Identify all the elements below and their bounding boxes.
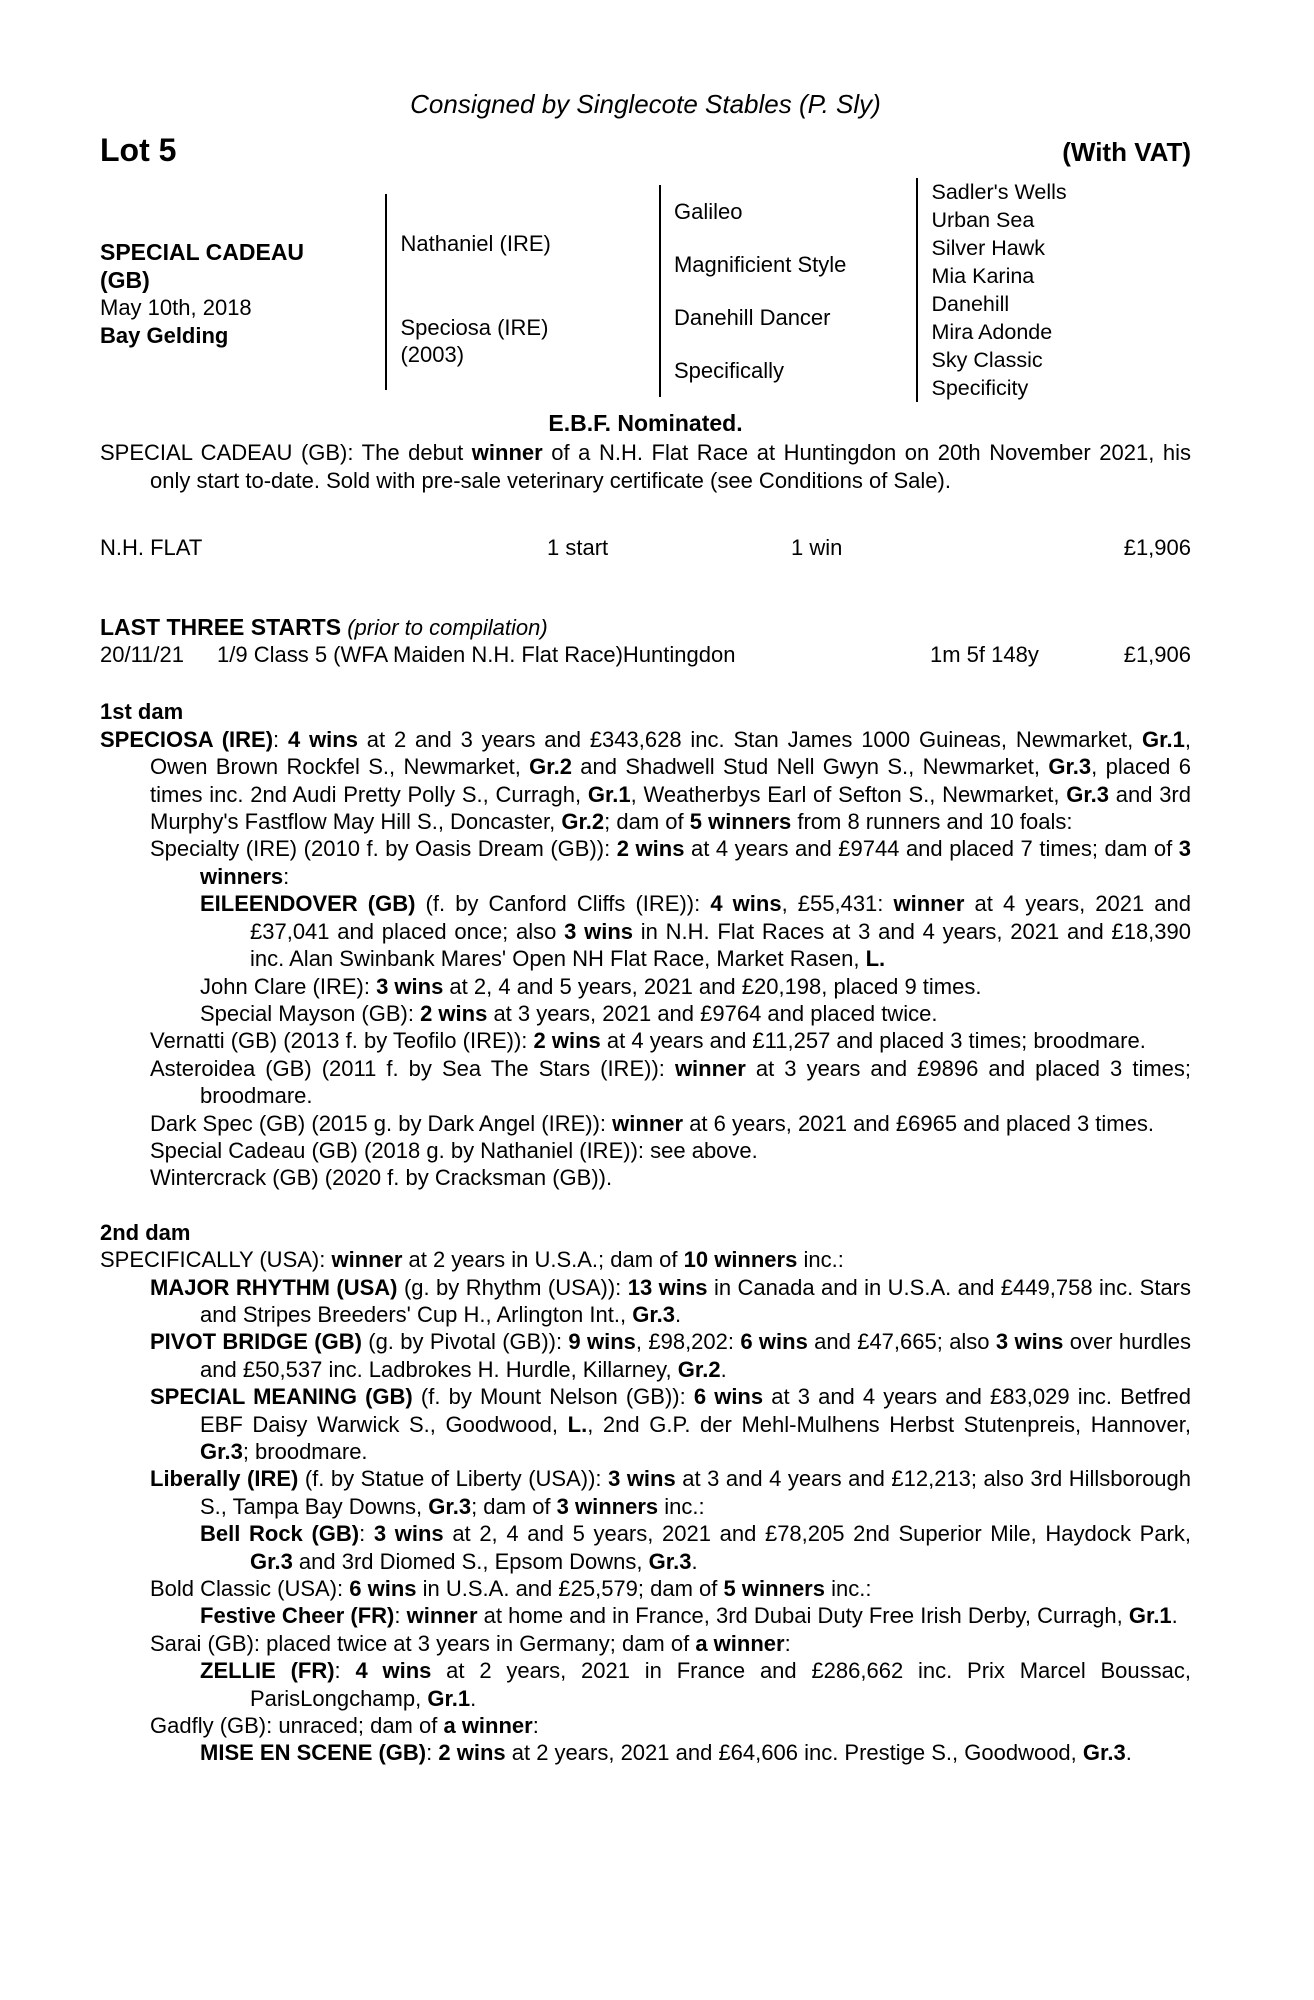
text-run: winner <box>331 1247 403 1273</box>
pedigree-paragraph <box>100 1739 1191 1766</box>
text-run: Bell Rock (GB) <box>200 1521 360 1547</box>
text-run: , placed 6 times inc. 2nd Audi Pretty Polly S., Curragh, <box>150 754 1191 807</box>
text-run: at 4 years, 2021 and £37,041 and placed once; also <box>250 891 1192 944</box>
text-run: at 2 years, 2021 in France and £286,662 inc. Prix Marcel Boussac, ParisLongchamp, <box>250 1658 1191 1711</box>
lot-number: Lot 5 <box>100 132 177 168</box>
grandparent-name: Danehill Dancer <box>673 304 831 330</box>
text-run: 4 wins <box>710 891 782 917</box>
dam-section <box>100 1219 1191 1767</box>
text-run: . <box>1125 1740 1132 1766</box>
grandparent-name: Galileo <box>673 198 743 224</box>
text-run: Specialty (IRE) (2010 f. by Oasis Dream (GB)): <box>150 836 617 862</box>
text-run: and 3rd Murphy's Fastflow May Hill S., Doncaster, <box>150 781 1191 835</box>
text-run: 3 winners <box>556 1493 659 1519</box>
text-run: Gr.3 <box>1082 1740 1126 1766</box>
text-run: : <box>394 1603 407 1629</box>
text-run: at 3 years and £9896 and placed 3 times; broodmare. <box>200 1055 1191 1109</box>
last-starts-heading <box>100 614 1191 641</box>
great-grandparent-name: Sky Classic <box>931 348 1043 372</box>
text-run: 6 wins <box>740 1329 808 1355</box>
text-run: SPECIOSA (IRE) <box>100 726 274 752</box>
text-run: , £55,431: <box>781 891 894 917</box>
text-run: , 2nd G.P. der Mehl-Mulhens Herbst Stutenpreis, Hannover, <box>587 1411 1191 1437</box>
pedigree-paragraph <box>100 1246 1191 1273</box>
text-run: EILEENDOVER (GB) <box>200 891 416 917</box>
dam-heading: 1st dam <box>100 699 184 725</box>
pedigree-paragraph <box>100 1055 1191 1110</box>
text-run: a winner <box>443 1713 533 1739</box>
text-run: Gr.2 <box>529 754 572 780</box>
dam-heading: 2nd dam <box>100 1219 191 1245</box>
pedigree-paragraph <box>100 1383 1191 1465</box>
text-run: Special Cadeau (GB) (2018 g. by Nathaniel (IRE)): see above. <box>150 1137 758 1163</box>
text-run: Gr.3 <box>200 1439 243 1464</box>
text-run: Gr.2 <box>561 809 605 835</box>
text-run: and £47,665; also <box>807 1329 996 1355</box>
pedigree-paragraph <box>100 1137 1191 1164</box>
text-run: ; dam of <box>471 1493 557 1519</box>
text-run: at 3 years, 2021 and £9764 and placed twice. <box>487 1000 938 1026</box>
text-run: (g. by Rhythm (USA)): <box>397 1274 628 1300</box>
text-run: Wintercrack (GB) (2020 f. by Cracksman (GB)). <box>150 1165 613 1191</box>
ebf-note: E.B.F. Nominated. <box>548 410 743 436</box>
grandparents-col <box>659 185 916 397</box>
text-run: at 4 years and £9744 and placed 7 times; dam of <box>684 836 1179 862</box>
text-run: : <box>273 726 288 752</box>
text-run: (g. by Pivotal (GB)): <box>361 1329 569 1355</box>
text-run: 4 wins <box>288 726 358 752</box>
text-run: . <box>691 1548 698 1574</box>
text-run: at 2 years, 2021 and £64,606 inc. Prestige S., Goodwood, <box>505 1740 1083 1766</box>
great-grandparent-name: Mia Karina <box>931 264 1035 288</box>
text-run: Gr.3 <box>648 1548 692 1574</box>
text-run: winner <box>674 1055 746 1081</box>
text-run: 5 winners <box>723 1576 825 1602</box>
parents-column <box>385 194 659 390</box>
dam-section <box>100 698 1191 1191</box>
text-run: Dark Spec (GB) (2015 g. by Dark Angel (IRE)): <box>150 1110 613 1136</box>
text-run: at 6 years, 2021 and £6965 and placed 3 times. <box>683 1110 1154 1136</box>
text-run: 13 wins <box>627 1274 708 1300</box>
text-run: : <box>426 1740 439 1766</box>
text-run: at home and in France, 3rd Dubai Duty Free Irish Derby, Curragh, <box>477 1603 1129 1629</box>
text-run: 2 wins <box>616 836 685 862</box>
great-grandparent-name: Silver Hawk <box>931 236 1045 260</box>
text-run: Gr.3 <box>1048 754 1092 780</box>
dam-cell <box>387 292 659 390</box>
text-run: 2 wins <box>533 1028 601 1054</box>
great-grandparent-name: Specificity <box>931 376 1029 400</box>
text-run: 3 wins <box>376 973 444 999</box>
text-run: 6 wins <box>349 1576 417 1602</box>
text-run: of a N.H. Flat Race at Huntingdon on 20th November 2021, his only start to-date. Sold with pre-sale veterinary certificate (see Conditions of Sale). <box>150 440 1191 493</box>
text-run: , Weatherbys Earl of Sefton S., Newmarket, <box>630 781 1067 807</box>
text-run: Gr.3 <box>428 1493 472 1519</box>
text-run: at 2 years in U.S.A.; dam of <box>402 1247 684 1273</box>
text-run: 10 winners <box>683 1247 798 1273</box>
text-run: at 3 and 4 years and £83,029 inc. Betfred EBF Daisy Warwick S., Goodwood, <box>200 1384 1192 1437</box>
text-run: Gr.1 <box>427 1685 471 1711</box>
grandparent-name: Specifically <box>673 357 785 383</box>
horse-name: SPECIAL CADEAU <box>100 239 305 265</box>
pedigree-paragraph <box>100 1328 1191 1383</box>
text-run: . <box>1171 1603 1178 1629</box>
race-earnings: £1,906 <box>1123 535 1191 561</box>
text-run: ZELLIE (FR) <box>200 1658 335 1684</box>
text-run: 5 winners <box>689 809 792 835</box>
sex-colour: Bay Gelding <box>100 323 229 348</box>
text-run: and Shadwell Stud Nell Gwyn S., Newmarket, <box>571 754 1049 780</box>
intro-paragraph <box>100 439 1191 494</box>
race-record-row <box>100 534 1191 561</box>
text-run: , Owen Brown Rockfel S., Newmarket, <box>150 726 1191 780</box>
pedigree-paragraph <box>100 1602 1191 1629</box>
text-run: and 3rd Diomed S., Epsom Downs, <box>292 1548 649 1574</box>
pedigree-paragraph <box>100 973 1191 1000</box>
pedigree-paragraph <box>100 1465 1191 1520</box>
text-run: : <box>532 1713 539 1739</box>
pedigree-table <box>100 178 1191 402</box>
last-starts-row <box>100 641 1191 668</box>
text-run: SPECIAL MEANING (GB) <box>150 1384 413 1410</box>
text-run: from 8 runners and 10 foals: <box>791 809 1073 835</box>
text-run: Sarai (GB): placed twice at 3 years in Germany; dam of <box>150 1630 696 1656</box>
text-run: at 3 and 4 years and £12,213; also 3rd Hillsborough S., Tampa Bay Downs, <box>200 1466 1192 1519</box>
horse-name-suffix: (GB) <box>100 267 150 293</box>
text-run: SPECIFICALLY (USA): <box>100 1247 332 1273</box>
pedigree-paragraph <box>100 1712 1191 1739</box>
text-run: in N.H. Flat Races at 3 and 4 years, 2021 and £18,390 inc. Alan Swinbank Mares' Open NH Flat Race, Market Rasen, <box>250 918 1191 972</box>
pedigree-paragraph <box>100 1575 1191 1602</box>
text-run: Gr.3 <box>250 1548 293 1574</box>
text-run: PIVOT BRIDGE (GB) <box>150 1329 362 1355</box>
race-starts: 1 start <box>547 535 609 561</box>
pedigree-paragraph <box>100 726 1191 836</box>
text-run: winner <box>612 1110 684 1136</box>
text-run: Liberally (IRE) <box>150 1466 299 1492</box>
text-run: 2 wins <box>420 1000 488 1026</box>
text-run: over hurdles and £50,537 inc. Ladbrokes H. Hurdle, Killarney, <box>200 1329 1192 1382</box>
pedigree-paragraph <box>100 1164 1191 1191</box>
dam-year: (2003) <box>400 342 465 367</box>
text-run: (f. by Statue of Liberty (USA)): <box>298 1466 609 1492</box>
text-run: : <box>334 1658 356 1684</box>
text-run: 6 wins <box>693 1384 764 1410</box>
text-run: L. <box>567 1411 588 1437</box>
text-run: MISE EN SCENE (GB) <box>200 1740 427 1766</box>
text-run: Gr.1 <box>1128 1603 1172 1629</box>
pedigree-paragraph <box>100 1657 1191 1712</box>
last-start-detail: 1/9 Class 5 (WFA Maiden N.H. Flat Race)Huntingdon <box>217 642 736 668</box>
dam-sections <box>100 698 1191 1766</box>
text-run: Gr.3 <box>632 1301 676 1327</box>
last-start-prize: £1,906 <box>1123 642 1191 668</box>
text-run: SPECIAL CADEAU (GB): The debut <box>100 440 472 466</box>
last-starts-title: LAST THREE STARTS <box>100 613 342 640</box>
text-run: . <box>470 1685 477 1711</box>
text-run: inc.: <box>658 1493 705 1519</box>
great-grandparent-name: Urban Sea <box>931 208 1035 232</box>
horse-name-block <box>100 178 385 402</box>
pedigree-paragraph <box>100 1274 1191 1329</box>
text-run: winner <box>471 440 543 466</box>
dam-name: Speciosa (IRE) <box>400 315 549 340</box>
pedigree-paragraph <box>100 1000 1191 1027</box>
text-run: inc.: <box>797 1247 844 1273</box>
text-run: at 4 years and £11,257 and placed 3 times; broodmare. <box>600 1028 1146 1054</box>
text-run: 3 winners <box>200 836 1192 889</box>
text-run: Vernatti (GB) (2013 f. by Teofilo (IRE)): <box>150 1028 534 1054</box>
grandparent-name: Magnificient Style <box>673 251 847 277</box>
great-grandparent-name: Sadler's Wells <box>931 180 1067 204</box>
text-run: 3 wins <box>608 1466 676 1492</box>
text-run: 4 wins <box>355 1658 432 1684</box>
vat-badge: (With VAT) <box>1062 137 1191 167</box>
last-start-distance: 1m 5f 148y <box>930 642 1039 668</box>
text-run: ; broodmare. <box>242 1439 368 1464</box>
text-run: Special Mayson (GB): <box>200 1000 421 1026</box>
text-run: , £98,202: <box>635 1329 741 1355</box>
great-grandparent-name: Danehill <box>931 292 1010 316</box>
pedigree-paragraph <box>100 890 1191 972</box>
text-run: : <box>784 1630 791 1656</box>
text-run: inc.: <box>824 1576 872 1602</box>
consignor-line: Consigned by Singlecote Stables (P. Sly) <box>410 89 881 119</box>
pedigree-paragraph <box>100 1630 1191 1657</box>
text-run: Gr.1 <box>1142 726 1185 752</box>
text-run: MAJOR RHYTHM (USA) <box>150 1274 398 1300</box>
text-run: Gr.2 <box>677 1356 721 1382</box>
text-run: John Clare (IRE): <box>200 973 377 999</box>
text-run: a winner <box>695 1630 785 1656</box>
text-run: . <box>720 1356 727 1382</box>
sire-name: Nathaniel (IRE) <box>400 230 551 256</box>
text-run: Festive Cheer (FR) <box>200 1603 395 1629</box>
text-run: 2 wins <box>438 1740 506 1766</box>
race-discipline: N.H. FLAT <box>100 535 203 561</box>
text-run: Gr.3 <box>1066 781 1110 807</box>
race-wins: 1 win <box>791 535 843 561</box>
text-run: at 2 and 3 years and £343,628 inc. Stan James 1000 Guineas, Newmarket, <box>357 726 1143 752</box>
foal-date: May 10th, 2018 <box>100 295 252 320</box>
last-start-date: 20/11/21 <box>100 642 185 668</box>
text-run: 3 wins <box>373 1521 444 1547</box>
pedigree-paragraph <box>100 1110 1191 1137</box>
pedigree-paragraph <box>100 835 1191 890</box>
text-run: Asteroidea (GB) (2011 f. by Sea The Stars (IRE)): <box>150 1055 675 1081</box>
text-run: Gadfly (GB): unraced; dam of <box>150 1713 444 1739</box>
text-run: winner <box>406 1603 478 1629</box>
text-run: . <box>675 1301 682 1327</box>
text-run: (f. by Mount Nelson (GB)): <box>412 1384 694 1410</box>
last-starts-note: (prior to compilation) <box>341 614 548 640</box>
great-grandparents-col <box>916 178 1192 402</box>
text-run: at 2, 4 and 5 years, 2021 and £20,198, placed 9 times. <box>443 973 982 999</box>
text-run: 3 wins <box>995 1329 1064 1355</box>
lot-row <box>100 132 1191 168</box>
text-run: L. <box>865 946 886 972</box>
text-run: in Canada and in U.S.A. and £449,758 inc. Stars and Stripes Breeders' Cup H., Arlington Int., <box>200 1274 1192 1327</box>
text-run: Gr.1 <box>587 781 631 807</box>
text-run: Bold Classic (USA): <box>150 1576 350 1602</box>
pedigree-paragraph <box>100 1520 1191 1575</box>
text-run: 9 wins <box>568 1329 636 1355</box>
text-run: : <box>283 863 290 889</box>
text-run: winner <box>893 891 965 917</box>
sire-cell <box>387 194 659 292</box>
text-run: : <box>359 1521 374 1547</box>
text-run: 3 wins <box>564 918 633 944</box>
text-run: in U.S.A. and £25,579; dam of <box>416 1576 724 1602</box>
text-run: ; dam of <box>604 809 690 835</box>
pedigree-paragraph <box>100 1027 1191 1054</box>
text-run: (f. by Canford Cliffs (IRE)): <box>415 891 711 917</box>
text-run: at 2, 4 and 5 years, 2021 and £78,205 2nd Superior Mile, Haydock Park, <box>443 1521 1191 1547</box>
great-grandparent-name: Mira Adonde <box>931 320 1053 344</box>
